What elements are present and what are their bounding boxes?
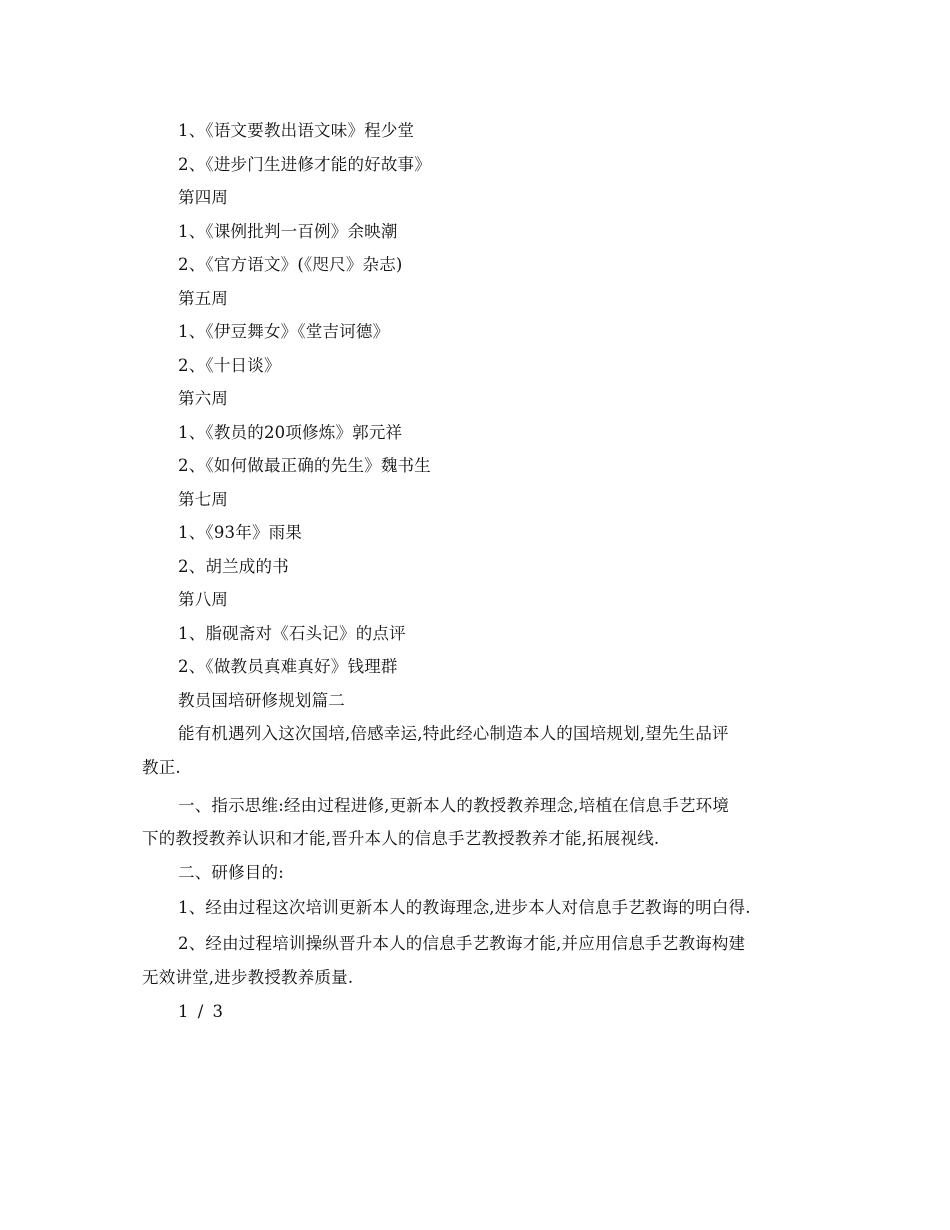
reading-item: 1、《93年》雨果 bbox=[178, 523, 303, 542]
reading-item: 1、《语文要教出语文味》程少堂 bbox=[178, 121, 415, 140]
reading-item: 2、胡兰成的书 bbox=[178, 557, 289, 576]
paragraph-line: 一、指示思维:经由过程进修,更新本人的教授教养理念,培植在信息手艺环境 bbox=[178, 796, 730, 815]
week-heading: 第五周 bbox=[178, 289, 229, 308]
paragraph-line: 下的教授教养认识和才能,晋升本人的信息手艺教授教养才能,拓展视线. bbox=[142, 829, 660, 848]
reading-item: 1、《伊豆舞女》《堂吉诃德》 bbox=[178, 322, 390, 341]
paragraph-line: 能有机遇列入这次国培,倍感幸运,特此经心制造本人的国培规划,望先生品评 bbox=[178, 724, 729, 743]
reading-item: 2、《官方语文》(《咫尺》杂志) bbox=[178, 255, 403, 274]
section-title: 教员国培研修规划篇二 bbox=[178, 691, 345, 710]
paragraph-line: 1、经由过程这次培训更新本人的教诲理念,进步本人对信息手艺教诲的明白得. bbox=[178, 898, 751, 917]
reading-item: 2、《十日谈》 bbox=[178, 356, 281, 375]
page-number: 1 / 3 bbox=[178, 1002, 226, 1021]
reading-item: 1、脂砚斋对《石头记》的点评 bbox=[178, 624, 406, 643]
paragraph-line: 无效讲堂,进步教授教养质量. bbox=[142, 968, 354, 987]
week-heading: 第四周 bbox=[178, 188, 229, 207]
reading-item: 2、《进步门生进修才能的好故事》 bbox=[178, 155, 431, 174]
reading-item: 2、《做教员真难真好》钱理群 bbox=[178, 657, 398, 676]
reading-item: 2、《如何做最正确的先生》魏书生 bbox=[178, 456, 431, 475]
paragraph-line: 教正. bbox=[142, 758, 181, 777]
week-heading: 第八周 bbox=[178, 590, 229, 609]
week-heading: 第七周 bbox=[178, 490, 229, 509]
week-heading: 第六周 bbox=[178, 389, 229, 408]
reading-item: 1、《教员的20项修炼》郭元祥 bbox=[178, 423, 403, 442]
paragraph-line: 二、研修目的: bbox=[178, 863, 284, 882]
paragraph-line: 2、经由过程培训操纵晋升本人的信息手艺教诲才能,并应用信息手艺教诲构建 bbox=[178, 934, 746, 953]
reading-item: 1、《课例批判一百例》余映潮 bbox=[178, 222, 398, 241]
